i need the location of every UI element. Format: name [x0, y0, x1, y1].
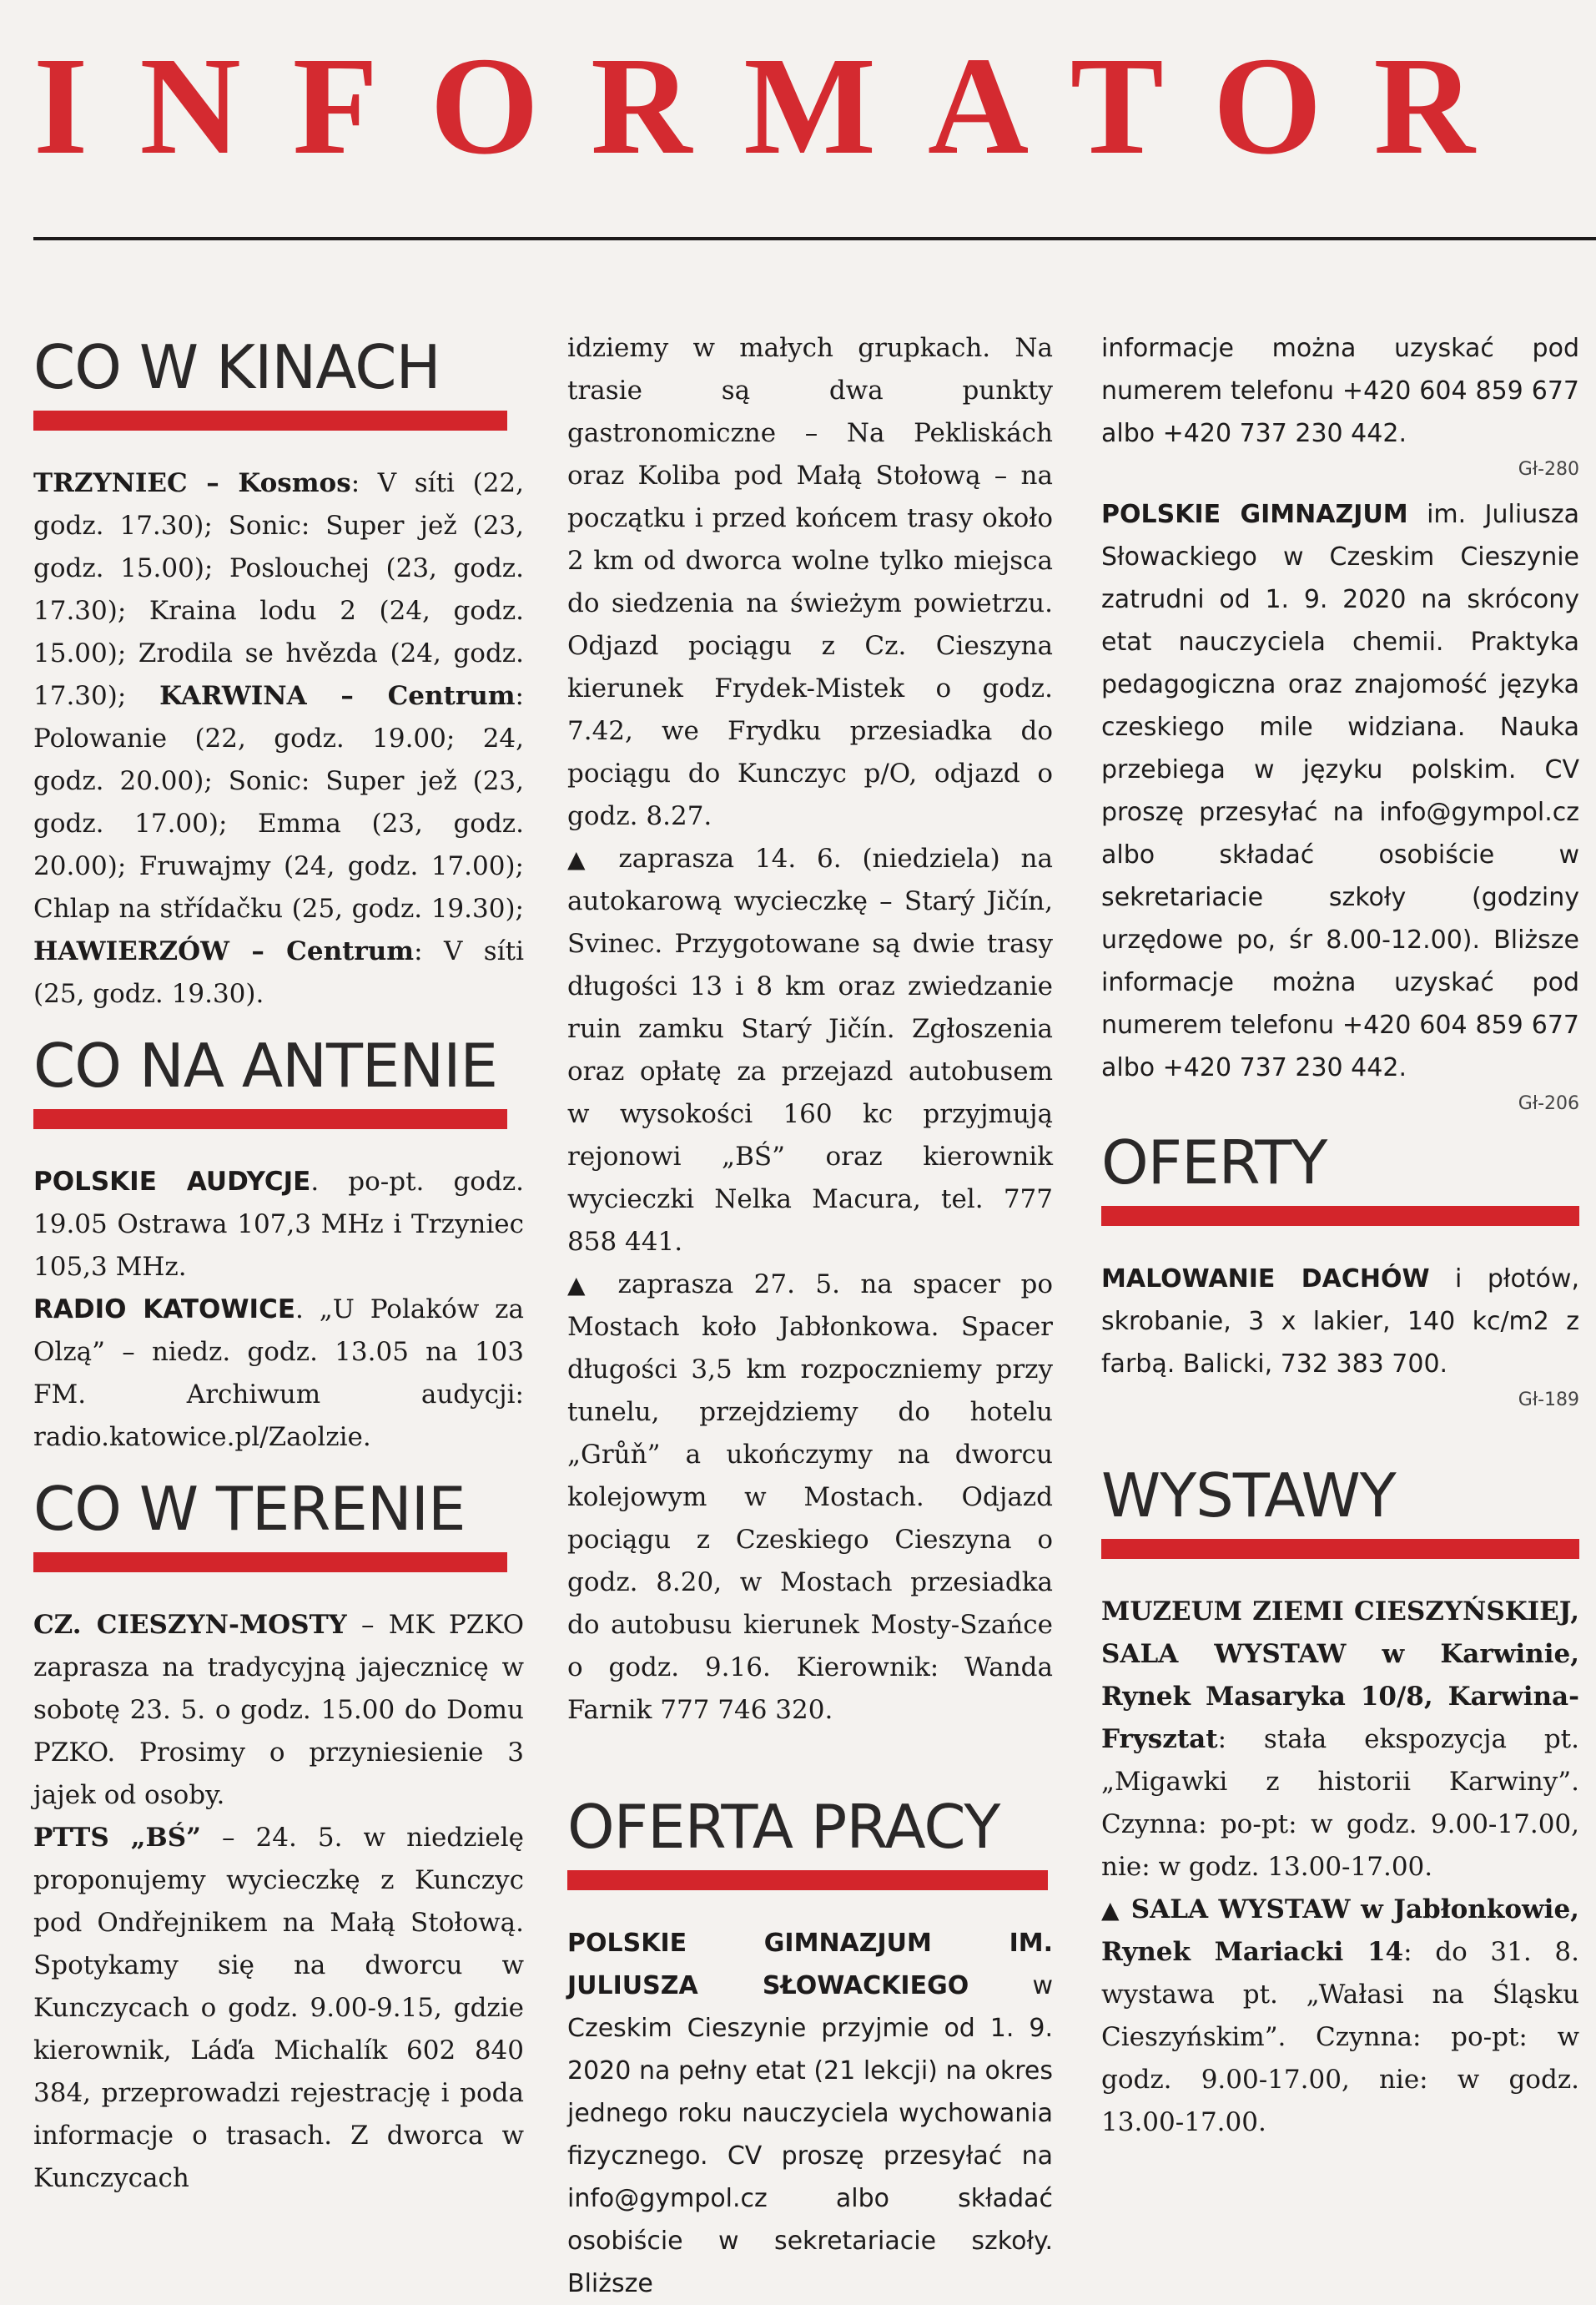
- body-text: – MK PZKO zaprasza na tradycyjną jajecznicę w sobotę 23. 5. o godz. 15.00 do Domu PZKO. Prosimy o przyniesienie 3 jajek od osoby.: [33, 1610, 524, 1810]
- triangle-icon: ▲: [567, 845, 598, 873]
- masthead: [0, 0, 1596, 242]
- section-heading-wystawy: WYSTAWY: [1101, 1460, 1396, 1531]
- lead-text: CZ. CIESZYN-MOSTY: [33, 1610, 347, 1640]
- section-bar: [33, 1552, 507, 1572]
- body-text: . „U Polaków za Olzą” – niedz. godz. 13.05 na 103 FM. Archiwum audycji: radio.katowice.pl/Zaolzie.: [33, 1294, 524, 1452]
- section-bar: [33, 411, 507, 431]
- column-2: [567, 327, 1053, 2305]
- body-text: – 24. 5. w niedzielę proponujemy wycieczkę z Kunczyc pod Ondřejnikem na Małą Stołową. Spotykamy się na dworcu w Kunczycach o godz. 9.00-9.15, gdzie kierownik, Láďa Michalík 602 840 384, przeprowadzi rejestrację i poda informacje o trasach. Z dworca w Kunczycach: [33, 1823, 524, 2193]
- ad-code: Gł-280: [1518, 459, 1579, 480]
- ad-code: Gł-189: [1518, 1390, 1579, 1410]
- column-1: [33, 332, 524, 2200]
- body-text: : V síti (25, godz. 19.30).: [33, 936, 524, 1009]
- lead-text: POLSKIE GIMNAZJUM: [1101, 500, 1408, 529]
- body-text: : V síti (22, godz. 17.30); Sonic: Super jež (23, godz. 15.00); Poslouchej (23, godz. 17.30); Kraina lodu 2 (24, godz. 15.00); Zrodila se hvězda (24, godz. 17.30);: [33, 468, 524, 711]
- masthead-rule: [33, 237, 1596, 240]
- article-audycje: [33, 1161, 524, 1289]
- lead-text: PTTS „BŚ”: [33, 1823, 201, 1853]
- section-heading-kino: CO W KINACH: [33, 332, 441, 402]
- section-heading-praca: OFERTA PRACY: [567, 1792, 1000, 1862]
- body-text: : Polowanie (22, godz. 19.00; 24, godz. 20.00); Sonic: Super jež (23, godz. 17.00); Emma (23, godz. 20.00); Fruwajmy (24, godz. 17.00); Chlap na střídačku (25, godz. 19.30);: [33, 681, 524, 924]
- lead-text: POLSKIE GIMNAZJUM IM. JULIUSZA SŁOWACKIEGO: [567, 1929, 1053, 2000]
- section-bar: [1101, 1206, 1579, 1226]
- lead-text: RADIO KATOWICE: [33, 1294, 296, 1324]
- section-heading-oferty: OFERTY: [1101, 1127, 1327, 1198]
- article-starý-jičín: [567, 838, 1053, 1263]
- column-3: [1101, 327, 1579, 2144]
- article-mosty-spacer: [567, 1263, 1053, 1732]
- section-bar: [33, 1109, 507, 1129]
- body-text: : do 31. 8. wystawa pt. „Wałasi na Śląsku Cieszyńskim”. Czynna: po-pt: w godz. 9.00-17.00, nie: w godz. 13.00-17.00.: [1101, 1937, 1579, 2137]
- body-text: w Czeskim Cieszynie przyjmie od 1. 9. 2020 na pełny etat (21 lekcji) na okres jednego roku nauczyciela wychowania fizycznego. CV proszę przesyłać na info@gympol.cz albo składać osobiście w sekretariacie szkoły. Bliższe: [567, 1971, 1053, 2298]
- lead-text: TRZYNIEC – Kosmos: [33, 468, 351, 498]
- lead-text: MUZEUM ZIEMI CIESZYŃSKIEJ, SALA WYSTAW w Karwinie, Rynek Masaryka 10/8, Karwina-Frysztat: [1101, 1596, 1579, 1754]
- body-text: zaprasza 14. 6. (niedziela) na autokarową wycieczkę – Starý Jičín, Svinec. Przygotowane są dwie trasy długości 13 i 8 km oraz zwiedzanie ruin zamku Starý Jičín. Zgłoszenia oraz opłatę za przejazd autobusem w wysokości 160 kc przyjmują rejonowi „BŚ” oraz kierownik wycieczki Nelka Macura, tel. 777 858 441.: [567, 844, 1053, 1257]
- triangle-icon: ▲: [567, 1271, 598, 1299]
- body-text: : stała ekspozycja pt. „Migawki z historii Karwiny”. Czynna: po-pt: w godz. 9.00-17.00, nie: w godz. 13.00-17.00.: [1101, 1724, 1579, 1882]
- masthead-title: INFORMATOR: [33, 28, 1527, 184]
- article-ptts-continued: idziemy w małych grupkach. Na trasie są dwa punkty gastronomiczne – Na Pekliskách oraz Koliba pod Małą Stołową – na początku i przed końcem trasy około 2 km od dworca wolne tylko miejsca do siedzenia na świeżym powietrzu. Odjazd pociągu z Cz. Cieszyna kierunek Frydek-Mistek o godz. 7.42, we Frydku przesiadka do pociągu do Kunczyc p/O, odjazd o godz. 8.27.: [567, 333, 1053, 831]
- article-muzeum: [1101, 1591, 1579, 1889]
- article-mosty: [33, 1604, 524, 1817]
- lead-text: POLSKIE AUDYCJE: [33, 1167, 311, 1197]
- article-gimnazjum-wf-continued: informacje można uzyskać pod numerem telefonu +420 604 859 677 albo +420 737 230 442.: [1101, 334, 1579, 448]
- article-kino: [33, 462, 524, 1016]
- section-bar: [1101, 1539, 1579, 1559]
- lead-text: SALA WYSTAW w Jabłonkowie, Rynek Mariacki 14: [1101, 1894, 1579, 1967]
- article-ptts: [33, 1817, 524, 2200]
- article-jablonkow: [1101, 1889, 1579, 2144]
- body-text: i płotów, skrobanie, 3 x lakier, 140 kc/m2 z farbą. Balicki, 732 383 700.: [1101, 1264, 1579, 1379]
- section-heading-teren: CO W TERENIE: [33, 1474, 466, 1544]
- lead-text: KARWINA – Centrum: [159, 681, 516, 711]
- ad-code: Gł-206: [1518, 1093, 1579, 1114]
- body-text: zaprasza 27. 5. na spacer po Mostach koło Jabłonkowa. Spacer długości 3,5 km rozpoczniemy przy tunelu, przejdziemy do hotelu „Grůň” a ukończymy na dworcu kolejowym w Mostach. Odjazd pociągu z Czeskiego Cieszyna o godz. 8.20, w Mostach przesiadka do autobusu kierunek Mosty-Szańce o godz. 9.16. Kierownik: Wanda Farnik 777 746 320.: [567, 1269, 1053, 1725]
- body-text: . po-pt. godz. 19.05 Ostrawa 107,3 MHz i Trzyniec 105,3 MHz.: [33, 1167, 524, 1282]
- triangle-icon: ▲: [1101, 1896, 1121, 1924]
- body-text: im. Juliusza Słowackiego w Czeskim Cieszynie zatrudni od 1. 9. 2020 na skrócony etat nauczyciela chemii. Praktyka pedagogiczna oraz znajomość języka czeskiego mile widziana. Nauka przebiega w języku polskim. CV proszę przesyłać na info@gympol.cz albo składać osobiście w sekretariacie szkoły (godziny urzędowe po, śr 8.00-12.00). Bliższe informacje można uzyskać pod numerem telefonu +420 604 859 677 albo +420 737 230 442.: [1101, 500, 1579, 1082]
- section-heading-antena: CO NA ANTENIE: [33, 1031, 498, 1101]
- lead-text: MALOWANIE DACHÓW: [1101, 1264, 1430, 1294]
- article-malowanie: [1101, 1258, 1579, 1385]
- section-bar: [567, 1870, 1048, 1890]
- article-gimnazjum-wf: [567, 1922, 1053, 2305]
- lead-text: HAWIERZÓW – Centrum: [33, 936, 415, 966]
- article-radio: [33, 1289, 524, 1459]
- article-gimnazjum-chemia: [1101, 493, 1579, 1089]
